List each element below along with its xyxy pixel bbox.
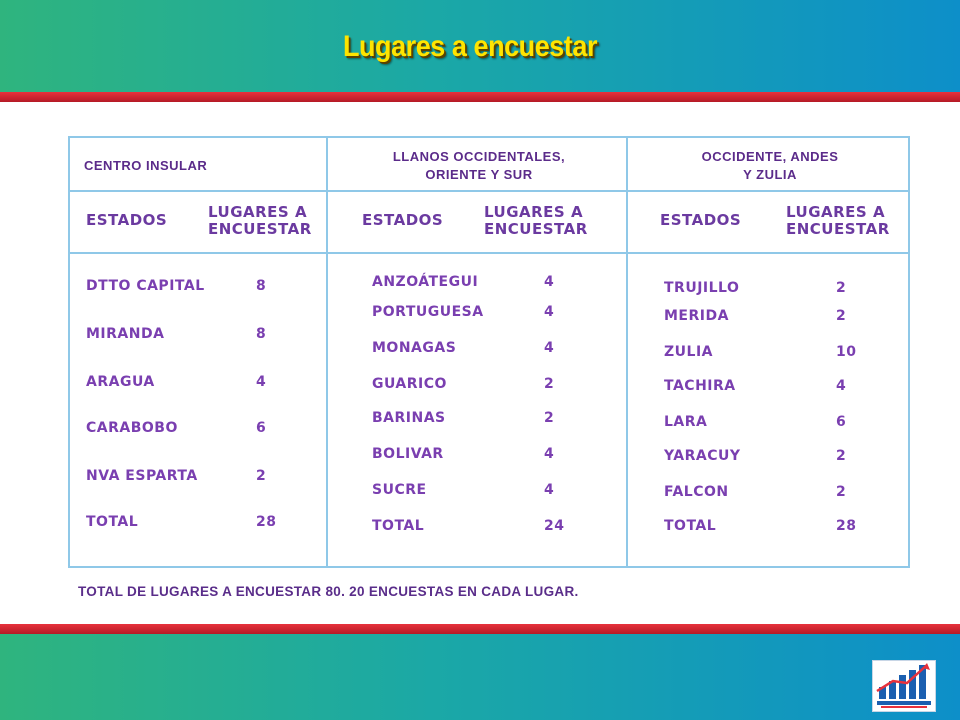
state-name: ZULIA	[664, 344, 713, 360]
column-divider	[326, 138, 328, 566]
places-count: 6	[836, 414, 847, 430]
column-header-states: ESTADOS	[86, 211, 168, 229]
state-name: TRUJILLO	[664, 280, 740, 296]
encuestadora-logo-icon	[872, 660, 936, 712]
places-count: 4	[544, 274, 555, 290]
state-name: BARINAS	[372, 410, 446, 426]
state-total-label: TOTAL	[664, 518, 717, 534]
places-count: 4	[544, 304, 555, 320]
state-name: ARAGUA	[86, 374, 155, 390]
places-count: 2	[836, 280, 847, 296]
places-count: 2	[836, 484, 847, 500]
header-red-stripe	[0, 92, 960, 102]
state-name: ANZOÁTEGUI	[372, 274, 479, 290]
state-name: FALCON	[664, 484, 729, 500]
places-count: 8	[256, 326, 267, 342]
state-name: DTTO CAPITAL	[86, 278, 205, 294]
region-title-centro-insular: CENTRO INSULAR	[84, 158, 208, 173]
state-name: LARA	[664, 414, 708, 430]
state-name: CARABOBO	[86, 420, 178, 436]
state-name: MERIDA	[664, 308, 729, 324]
state-name: MONAGAS	[372, 340, 457, 356]
places-count: 2	[544, 410, 555, 426]
state-name: NVA ESPARTA	[86, 468, 198, 484]
row-divider	[70, 252, 908, 254]
slide-title: Lugares a encuestar	[342, 30, 598, 63]
state-name: SUCRE	[372, 482, 427, 498]
column-divider	[626, 138, 628, 566]
places-count: 4	[544, 340, 555, 356]
state-name: MIRANDA	[86, 326, 165, 342]
places-total: 24	[544, 518, 565, 534]
places-count: 2	[256, 468, 267, 484]
places-count: 4	[544, 482, 555, 498]
state-total-label: TOTAL	[372, 518, 425, 534]
column-header-places: LUGARES A ENCUESTAR	[484, 203, 588, 238]
state-name: PORTUGUESA	[372, 304, 484, 320]
places-count: 8	[256, 278, 267, 294]
places-count: 10	[836, 344, 857, 360]
places-count: 4	[836, 378, 847, 394]
places-count: 4	[256, 374, 267, 390]
places-count: 4	[544, 446, 555, 462]
places-count: 2	[836, 448, 847, 464]
state-name: YARACUY	[664, 448, 741, 464]
state-name: TACHIRA	[664, 378, 736, 394]
region-title-llanos-oriente-sur: LLANOS OCCIDENTALES, ORIENTE Y SUR	[392, 149, 566, 182]
state-name: GUARICO	[372, 376, 447, 392]
region-title-occidente-andes-zulia: OCCIDENTE, ANDES Y ZULIA	[701, 149, 839, 182]
places-count: 6	[256, 420, 267, 436]
footnote-total: TOTAL DE LUGARES A ENCUESTAR 80. 20 ENCUESTAS EN CADA LUGAR.	[78, 584, 579, 599]
footer-band	[0, 634, 960, 720]
places-total: 28	[836, 518, 857, 534]
column-header-places: LUGARES A ENCUESTAR	[208, 203, 312, 238]
column-header-states: ESTADOS	[660, 211, 742, 229]
places-table	[68, 136, 910, 568]
places-count: 2	[836, 308, 847, 324]
places-total: 28	[256, 514, 277, 530]
column-header-places: LUGARES A ENCUESTAR	[786, 203, 890, 238]
state-total-label: TOTAL	[86, 514, 139, 530]
footer-red-stripe	[0, 624, 960, 634]
column-header-states: ESTADOS	[362, 211, 444, 229]
places-count: 2	[544, 376, 555, 392]
row-divider	[70, 190, 908, 192]
state-name: BOLIVAR	[372, 446, 444, 462]
